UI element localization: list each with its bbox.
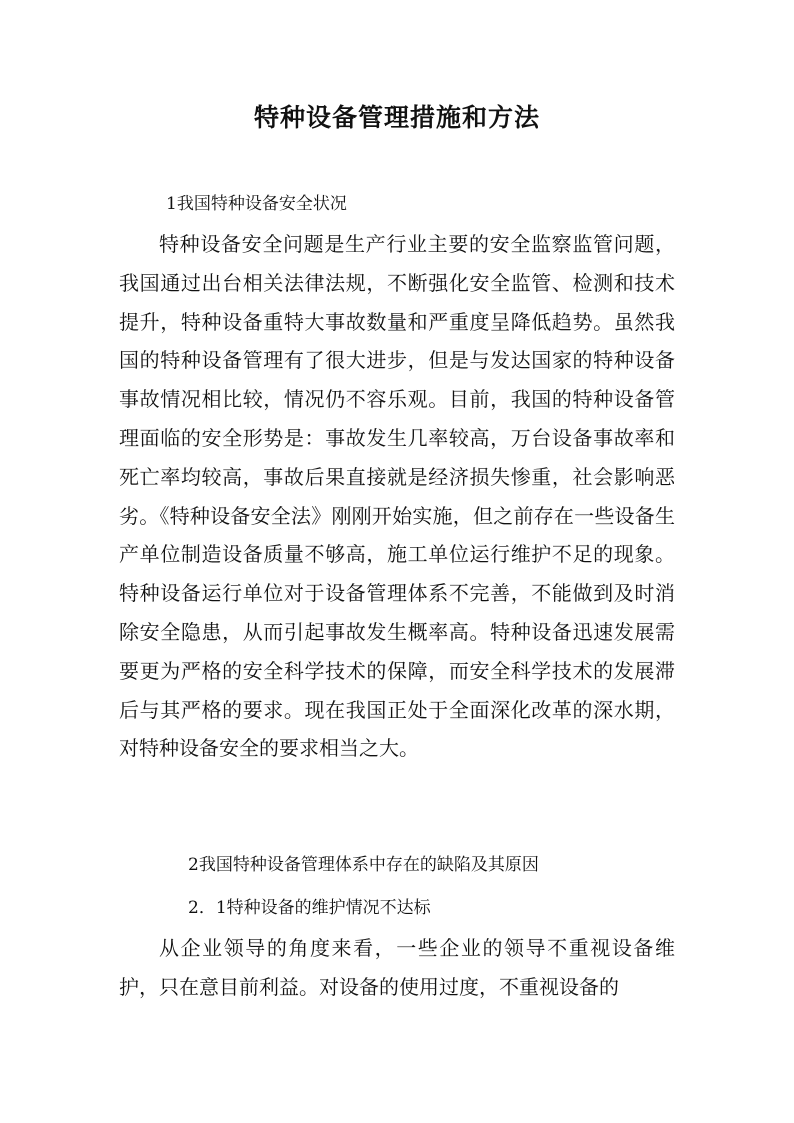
document-title: 特种设备管理措施和方法: [253, 103, 540, 132]
section-paragraph-1: 特种设备安全问题是生产行业主要的安全监察监管问题，我国通过出台相关法律法规，不断强化安全监管、检测和技术提升，特种设备重特大事故数量和严重度呈降低趋势。虽然我国的特种设备管理有了很大进步，但是与发达国家的特种设备事故情况相比较，情况仍不容乐观。目前，我国的特种设备管理面临的安全形势是：事故发生几率较高，万台设备事故率和死亡率均较高，事故后果直接就是经济损失惨重，社会影响恶劣。《特种设备安全法》刚刚开始实施，但之前存在一些设备生产单位制造设备质量不够高，施工单位运行维护不足的现象。特种设备运行单位对于设备管理体系不完善，不能做到及时消除安全隐患，从而引起事故发生概率高。特种设备迅速发展需要更为严格的安全科学技术的保障，而安全科学技术的发展滞后与其严格的要求。现在我国正处于全面深化改革的深水期，对特种设备安全的要求相当之大。: [119, 232, 675, 761]
section-paragraph-2-1: 从企业领导的角度来看，一些企业的领导不重视设备维护，只在意目前利益。对设备的使用过度，不重视设备的: [119, 936, 675, 999]
section-heading-2-1: 2．1特种设备的维护情况不达标: [188, 898, 431, 918]
section-heading-1: 1我国特种设备安全状况: [166, 194, 347, 214]
section-heading-2: 2我国特种设备管理体系中存在的缺陷及其原因: [188, 855, 539, 875]
